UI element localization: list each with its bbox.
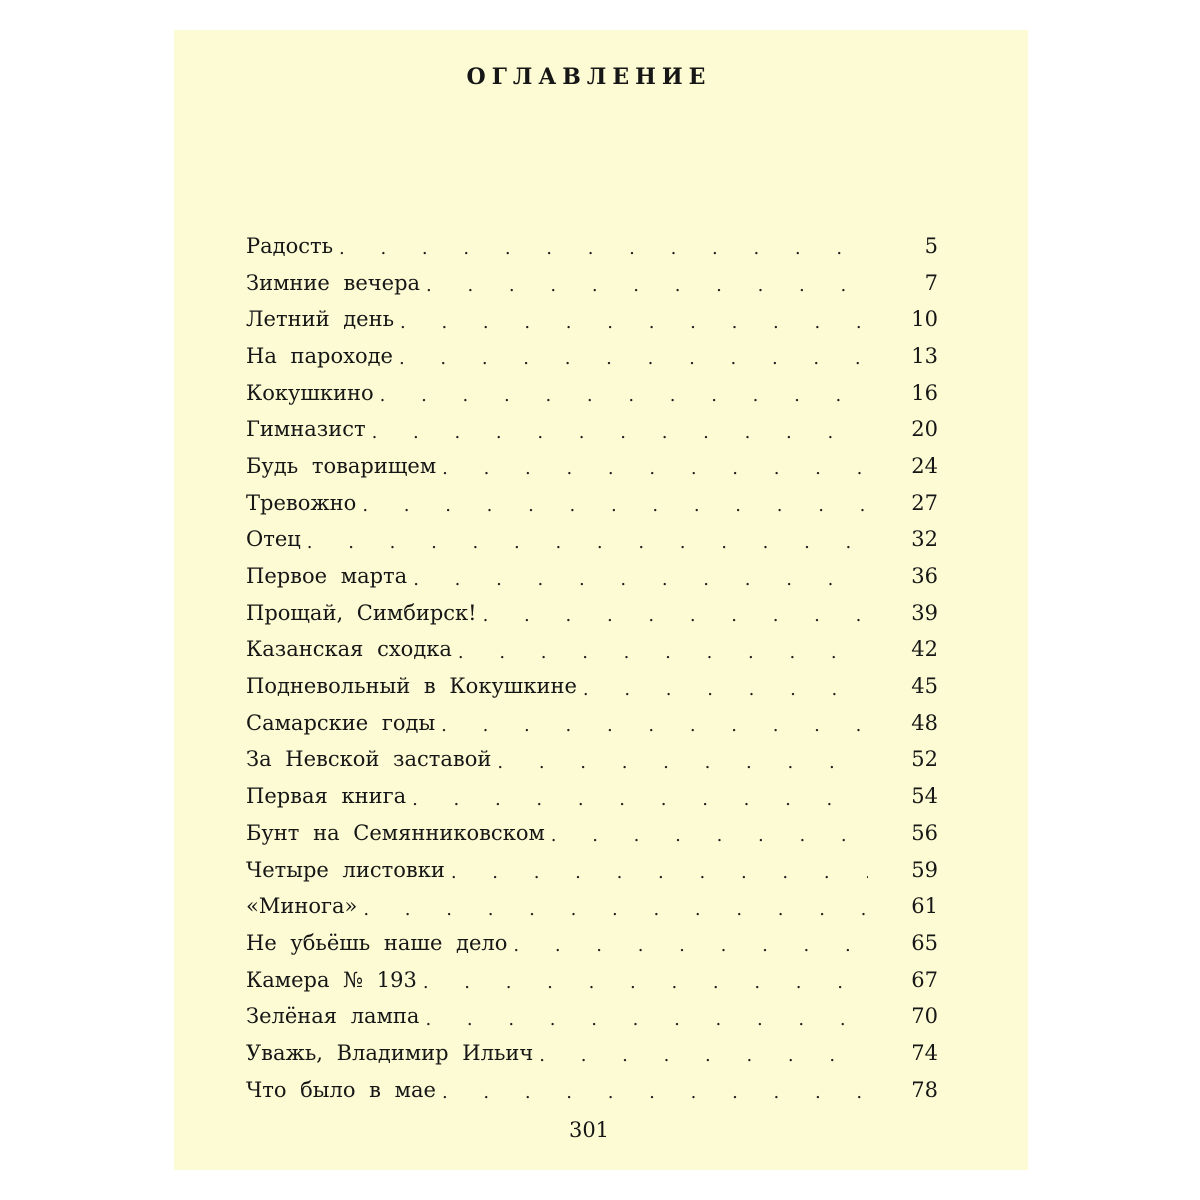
dot-leader [442,1078,868,1102]
dot-leader [497,748,868,772]
book-page [174,30,1028,1170]
toc-entry-title: Первая книга [246,784,407,809]
toc-entry [246,888,938,925]
toc-entry [246,705,938,742]
toc-entry-title: Уважь, Владимир Ильич [246,1040,534,1065]
toc-entry-page: 48 [911,710,938,735]
toc-entry-page: 45 [911,674,938,699]
dot-leader [400,308,868,332]
toc-entry-title: Камера № 193 [246,967,417,992]
toc-entry-page: 20 [911,417,938,442]
toc-entry [246,411,938,448]
toc-entry [246,998,938,1035]
dot-leader [441,711,868,735]
toc-entry [246,228,938,265]
dot-leader [339,234,868,258]
toc-entry-title: Радость [246,233,334,258]
toc-entry [246,375,938,412]
toc-entry-page: 59 [911,857,938,882]
dot-leader [307,528,868,552]
toc-entry-title: За Невской заставой [246,747,492,772]
toc-entry-page: 74 [911,1040,938,1065]
toc-entry [246,558,938,595]
toc-entry-title: Самарские годы [246,710,436,735]
toc-entry-title: Кокушкино [246,380,374,405]
toc-entry-title: Летний день [246,307,395,332]
toc-entry [246,1035,938,1072]
toc-entry [246,925,938,962]
dot-leader [442,454,868,478]
toc-entry [246,778,938,815]
toc-entry-page: 32 [911,527,938,552]
toc-entry-title: На пароходе [246,343,393,368]
toc-entry-page: 24 [911,453,938,478]
toc-entry-page: 16 [911,380,938,405]
toc-entry-title: Подневольный в Кокушкине [246,674,577,699]
dot-leader [372,418,868,442]
toc-entry [246,815,938,852]
toc-entry [246,522,938,559]
dot-leader [423,968,868,992]
toc-entry-page: 54 [911,784,938,809]
toc-entry-page: 36 [911,564,938,589]
contents-heading: ОГЛАВЛЕНИЕ [466,64,712,90]
toc-entry-page: 39 [911,600,938,625]
toc-entry-title: Отец [246,527,301,552]
dot-leader [426,271,868,295]
toc-entry-title: Что было в мае [246,1077,436,1102]
toc-entry-page: 67 [911,967,938,992]
toc-entry [246,485,938,522]
dot-leader [425,1005,868,1029]
toc-entry [246,852,938,889]
toc-entry-page: 42 [911,637,938,662]
toc-entry-page: 65 [911,930,938,955]
toc-entry-title: Будь товарищем [246,453,437,478]
dot-leader [483,601,868,625]
toc-entry-title: Гимназист [246,417,366,442]
dot-leader [539,1041,868,1065]
toc-entry [246,265,938,302]
toc-entry [246,595,938,632]
toc-entry [246,962,938,999]
dot-leader [412,785,868,809]
toc-entry-title: «Минога» [246,894,358,919]
toc-entry-title: Бунт на Семянниковском [246,820,545,845]
dot-leader [380,381,868,405]
toc-entry [246,338,938,375]
table-of-contents [246,228,938,1109]
toc-entry-page: 78 [911,1077,938,1102]
page-number: 301 [568,1118,610,1142]
toc-entry-page: 52 [911,747,938,772]
toc-entry [246,448,938,485]
toc-entry-title: Зимние вечера [246,270,421,295]
toc-entry-title: Первое марта [246,564,408,589]
toc-entry-title: Казанская сходка [246,637,452,662]
toc-entry-title: Прощай, Симбирск! [246,600,477,625]
dot-leader [451,858,868,882]
toc-entry [246,301,938,338]
dot-leader [399,344,868,368]
dot-leader [362,491,868,515]
toc-entry-title: Не убьёшь наше дело [246,930,508,955]
toc-entry-page: 27 [911,490,938,515]
dot-leader [363,895,868,919]
toc-entry-page: 13 [911,343,938,368]
toc-entry-title: Тревожно [246,490,357,515]
dot-leader [551,821,868,845]
toc-entry-page: 10 [911,307,938,332]
toc-entry-page: 61 [911,894,938,919]
toc-entry-page: 5 [924,233,938,258]
dot-leader [458,638,868,662]
toc-entry-page: 7 [924,270,938,295]
dot-leader [413,565,868,589]
dot-leader [583,675,868,699]
toc-entry [246,632,938,669]
toc-entry-page: 70 [911,1004,938,1029]
toc-entry [246,742,938,779]
toc-entry [246,668,938,705]
toc-entry-page: 56 [911,820,938,845]
toc-entry-title: Зелёная лампа [246,1004,420,1029]
toc-entry-title: Четыре листовки [246,857,445,882]
toc-entry [246,1072,938,1109]
dot-leader [513,931,868,955]
